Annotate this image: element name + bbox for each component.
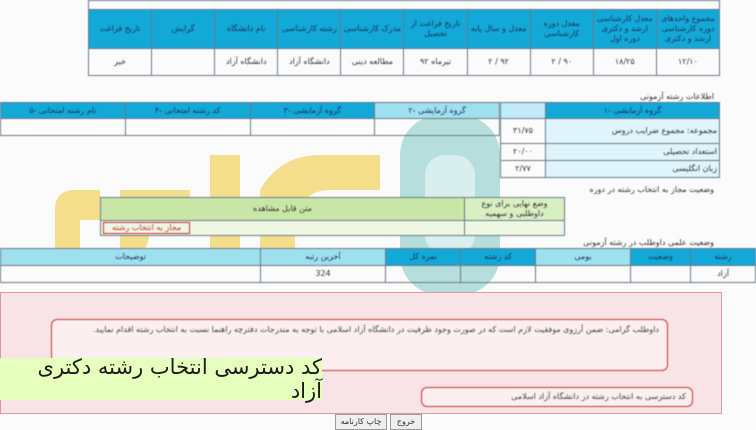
group-table-header: ۲- گروه آزمایشی bbox=[375, 103, 500, 119]
score-table-header-row bbox=[501, 103, 720, 119]
bottom-table-row bbox=[1, 266, 756, 283]
top-table-cell: دانشگاه آزاد bbox=[215, 49, 278, 76]
bottom-table bbox=[0, 248, 756, 283]
top-table-row bbox=[89, 49, 720, 76]
score-value: ۲۰/۰۰ bbox=[501, 144, 546, 161]
group-table-header: ۳- گروه آزمایشی bbox=[250, 103, 375, 119]
score-table-header bbox=[501, 103, 546, 119]
top-table-header: رشته کارشناسی bbox=[278, 10, 341, 49]
score-table-row bbox=[501, 119, 720, 144]
title-banner bbox=[0, 355, 322, 403]
bottom-table-header-row bbox=[1, 249, 756, 266]
bottom-table-header: رشته bbox=[691, 249, 756, 266]
group-table-cell bbox=[125, 119, 250, 136]
group-table-cell bbox=[375, 119, 500, 136]
score-value: ۳۱/۷۵ bbox=[501, 119, 546, 144]
score-table-row bbox=[501, 144, 720, 161]
section-label-info: اطلاعات رشته آزمونی bbox=[640, 92, 714, 101]
title-banner-text: کد دسترسی انتخاب رشته دکتری آزاد bbox=[37, 355, 322, 403]
top-table-cell: ۲ / ۹۰ bbox=[530, 49, 593, 76]
bottom-table-cell bbox=[461, 266, 536, 283]
top-table-header: معدل دوره کارشناسی bbox=[530, 10, 593, 49]
group-table-header-row bbox=[1, 103, 500, 119]
group-table-cell bbox=[250, 119, 375, 136]
bottom-table-header: آخرین رتبه bbox=[261, 249, 386, 266]
top-table-header: مدرک کارشناسی bbox=[341, 10, 404, 49]
eligibility-header: وضع نهایی برای نوع داوطلبی و سهمیه bbox=[465, 198, 565, 221]
bottom-table-header: کد رشته bbox=[461, 249, 536, 266]
top-table-cell: ۱۲/۱۰ bbox=[656, 49, 719, 76]
exit-button[interactable]: خروج bbox=[390, 414, 422, 430]
top-table-header: تاریخ فراغت bbox=[89, 10, 152, 49]
eligibility-box bbox=[100, 197, 565, 236]
top-table-cell bbox=[152, 49, 215, 76]
bottom-table-header: وضعیت bbox=[631, 249, 691, 266]
top-table-cell: خیر bbox=[89, 49, 152, 76]
bottom-table-header: بومی bbox=[536, 249, 631, 266]
eligibility-row bbox=[101, 198, 565, 221]
top-table-header: نام دانشگاه bbox=[215, 10, 278, 49]
eligibility-status-badge: مجاز به انتخاب رشته bbox=[103, 222, 190, 234]
notice-text-access: کد دسترسی به انتخاب رشته در دانشگاه آزاد اسلامی bbox=[511, 392, 686, 401]
eligibility-status-cell bbox=[101, 221, 465, 236]
score-table-container bbox=[500, 102, 720, 178]
top-table-cap bbox=[89, 1, 720, 10]
top-table-cell: دانشگاه آزاد bbox=[278, 49, 341, 76]
group-table-container bbox=[0, 102, 500, 136]
top-table-header: مجموع واحدهای دوره کارشناسی ارشد و دکتری bbox=[656, 10, 719, 49]
top-table-cell: ۲ / ۹۲ bbox=[467, 49, 530, 76]
top-table-container bbox=[88, 0, 720, 76]
group-table-header: ۴- کد رشته امتحانی bbox=[125, 103, 250, 119]
eligibility-status-label bbox=[465, 221, 565, 236]
bottom-table-container bbox=[0, 248, 732, 283]
bottom-table-cell bbox=[386, 266, 461, 283]
score-table bbox=[500, 102, 720, 178]
notice-text-main: داوطلب گرامی: ضمن آرزوی موفقیت لازم است که در صورت وجود ظرفیت در دانشگاه آزاد اسلامی با توجه به مندرجات دفترچه راهنما نسبت به انتخاب رشته اقدام نمایید. bbox=[92, 325, 659, 334]
top-table-cell: تیرماه ۹۲ bbox=[404, 49, 467, 76]
section-label-scientific: وضعیت علمی داوطلب در رشته آزمونی bbox=[583, 238, 714, 247]
bottom-table-cell bbox=[631, 266, 691, 283]
score-table-header: ۱- گروه آزمایشی bbox=[546, 103, 720, 119]
notice-box-access bbox=[421, 387, 693, 407]
eligibility-status-row bbox=[101, 221, 565, 236]
top-table-header: گرایش bbox=[152, 10, 215, 49]
bottom-table-cell: آزاد bbox=[691, 266, 756, 283]
top-table bbox=[88, 0, 720, 76]
score-label: زبان انگلیسی bbox=[546, 161, 720, 178]
score-label: مجموعه: مجموع ضرایب دروس bbox=[546, 119, 720, 144]
top-table-header: معدل و سال پایه bbox=[467, 10, 530, 49]
group-table-cell bbox=[1, 119, 126, 136]
bottom-table-cell bbox=[536, 266, 631, 283]
bottom-table-cell: 324 bbox=[261, 266, 386, 283]
score-value: ۲/۷۷ bbox=[501, 161, 546, 178]
group-table-header: ۵- نام رشته امتحانی bbox=[1, 103, 126, 119]
top-table-header: تاریخ فراغت از تحصیل bbox=[404, 10, 467, 49]
top-table-cell: مطالعه دینی bbox=[341, 49, 404, 76]
score-table-row bbox=[501, 161, 720, 178]
score-label: استعداد تحصیلی bbox=[546, 144, 720, 161]
print-report-button[interactable]: چاپ کارنامه bbox=[335, 414, 387, 430]
group-table-row bbox=[1, 119, 500, 136]
bottom-table-header: نمره کل bbox=[386, 249, 461, 266]
bottom-table-cell bbox=[1, 266, 261, 283]
eligibility-table bbox=[100, 197, 565, 236]
top-table-header: معدل کارشناسی ارشد و دکتری دوره اول bbox=[593, 10, 656, 49]
top-table-header-row bbox=[89, 10, 720, 49]
section-label-eligibility: وضعیت مجاز به انتخاب رشته در دوره bbox=[589, 185, 714, 194]
group-table bbox=[0, 102, 500, 136]
bottom-table-header: توضیحات bbox=[1, 249, 261, 266]
top-table-cell: ۱۸/۲۵ bbox=[593, 49, 656, 76]
eligibility-note: متن قابل مشاهده bbox=[101, 198, 465, 221]
